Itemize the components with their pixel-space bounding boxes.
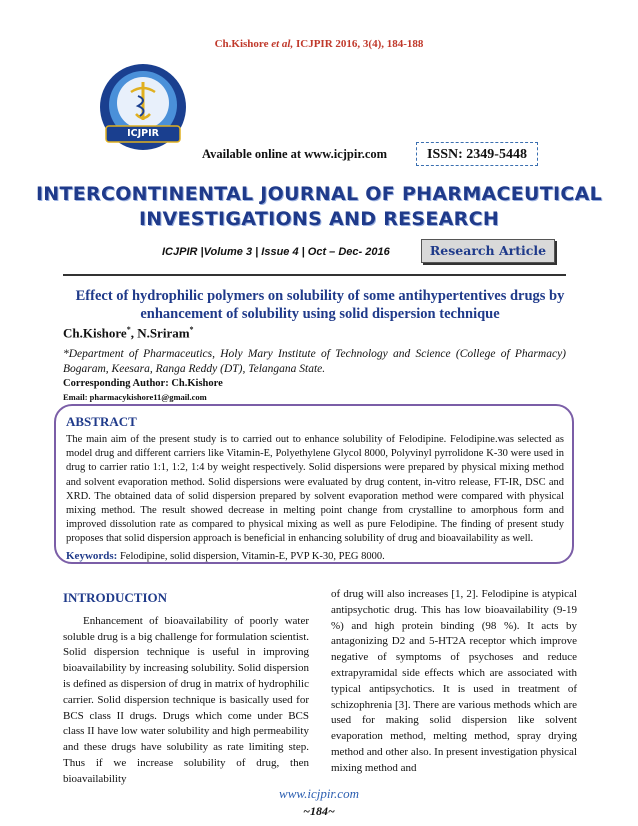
intro-right-column	[331, 587, 577, 777]
issn-box: ISSN: 2349-5448	[416, 142, 538, 166]
abstract-heading: ABSTRACT	[66, 414, 137, 429]
abstract-body: The main aim of the present study is to carried out to enhance solubility of Felodipine. Felodipine.was selected as model drug and different carriers like Vitamin-E, Polyethylene Glycol 8000, Polyvinyl pyrrolidone K-30 were used in drug to carrier ratio 1:1, 1:2, 1:4 by weight respectively. Solid dispersions were prepared by physical mixing method and solvent evaporation method. Solid dispersions were evaluated by drug content, in-vitro release, FT-IR, DSC and XRD. The obtained data of solid dispersion prepared by solvent evaporation method were compared with physical mixing method. The result showed decrease in melting point change from crystalline to amorphous form and improved dissolution rate as compared to physical mixing as well as pure Felodipine. The finding of present study proposes that solid dispersion approach is beneficial in enhancing solubility of drug and bioavailability as well.	[66, 434, 564, 545]
corresponding-author: Corresponding Author: Ch.Kishore	[63, 378, 223, 389]
intro-right-text: of drug will also increases [1, 2]. Felodipine is atypical antipsychotic drug. This has low bioavailability (9-19 %) and high protein binding (98 %). It acts by antagonizing D2 and 5-HT2A receptor which improve negative of symptoms of psychoses and reduce extrapyramidal side effects which are associated with typical antipsychotics. It is used in treatment of schizophrenia [3]. There are various methods which are used for making solid dispersion like solvent evaporation method, melting method, spray drying method and other also. In present investigation physical mixing method and	[331, 588, 577, 774]
authors: Ch.Kishore*, N.Sriram*	[63, 325, 194, 341]
affiliation: *Department of Pharmaceutics, Holy Mary Institute of Technology and Science (College of Pharmacy) Bogaram, Keesara, Ranga Reddy (DT), Telangana State.	[63, 348, 566, 375]
volume-line: ICJPIR |Volume 3 | Issue 4 | Oct – Dec- 2016	[162, 246, 390, 258]
article-title: Effect of hydrophilic polymers on solubility of some antihypertentives drugs by enhancement of solubility using solid dispersion technique	[75, 288, 565, 322]
header-divider	[63, 274, 566, 276]
journal-title: INTERCONTINENTAL JOURNAL OF PHARMACEUTICAL INVESTIGATIONS AND RESEARCH	[35, 183, 603, 230]
available-online: Available online at www.icjpir.com	[202, 147, 388, 161]
logo-text: ICJPIR	[127, 128, 159, 139]
intro-left-column	[63, 590, 309, 788]
footer-url[interactable]: www.icjpir.com	[279, 786, 359, 801]
intro-left-text: Enhancement of bioavailability of poorly water soluble drug is a big challenge for formulation scientist. Solid dispersion technique is useful in improving bioavailability by increasing solubility. Solid dispersion is defined as dispersion of drug in matrix of hydrophilic carrier. Solid dispersion technique is basically used for BCS class II drugs. Drugs which come under BCS class II have low water solubility and high permeability and these drugs have solubility as rate limiting step. Thus if we increase solubility of drug, then bioavailability	[63, 614, 309, 785]
article-type-badge: Research Article	[421, 239, 555, 263]
running-head: Ch.Kishore et al, ICJPIR 2016, 3(4), 184-188	[214, 38, 424, 50]
page-number: ~184~	[303, 804, 335, 818]
author-email: Email: pharmacykishore11@gmail.com	[63, 392, 207, 402]
abstract-box	[54, 404, 574, 564]
keywords: Keywords: Felodipine, solid dispersion, Vitamin-E, PVP K-30, PEG 8000.	[66, 549, 385, 562]
journal-logo-icon	[98, 62, 188, 152]
intro-heading: INTRODUCTION	[63, 590, 168, 605]
